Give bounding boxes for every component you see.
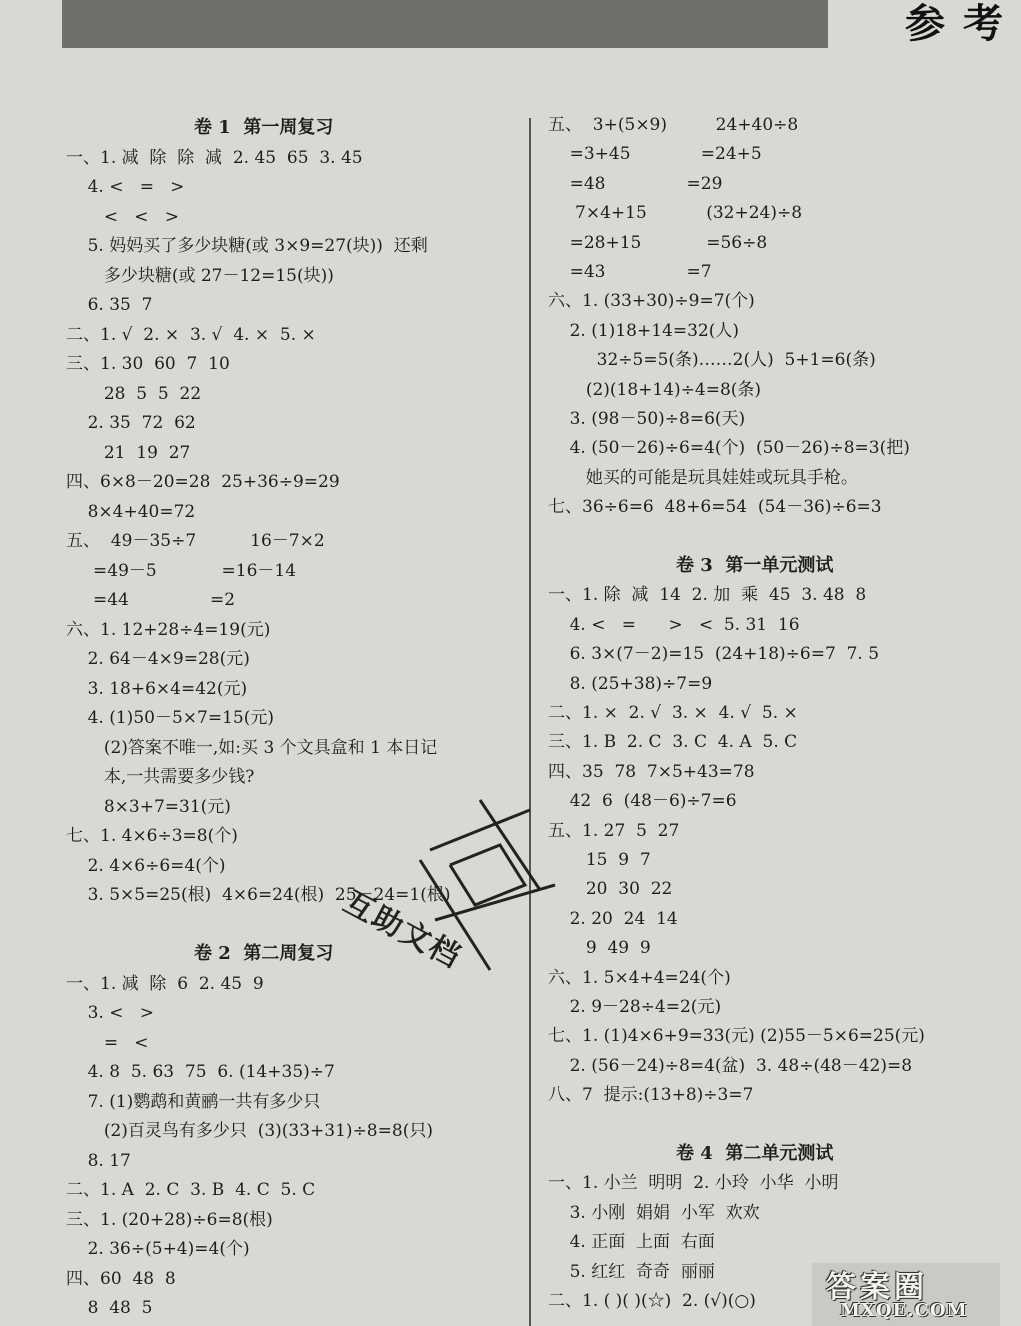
- answer-line: 六、1. 5×4+4=24(个): [548, 967, 731, 988]
- answer-line: =28+15 =56÷8: [548, 232, 768, 253]
- answer-line: 2. 20 24 14: [548, 908, 678, 929]
- answer-line: 六、1. (33+30)÷9=7(个): [548, 291, 755, 312]
- answer-line: 二、1. ( )( )(☆) 2. (√)(○): [548, 1291, 756, 1311]
- answer-line: 20 30 22: [548, 879, 673, 900]
- answer-line: 四、6×8－20=28 25+36÷9=29: [66, 472, 340, 492]
- answer-line: 3. 5×5=25(根) 4×6=24(根) 25－24=1(根): [66, 885, 451, 905]
- answer-line: 3. (98－50)÷8=6(天): [548, 409, 746, 429]
- answer-line: 八、7 提示:(13+8)÷3=7: [548, 1085, 754, 1106]
- site-logo-text: 答案圈: [826, 1270, 928, 1305]
- answer-line: 4. 正面 上面 右面: [548, 1232, 715, 1253]
- answer-line: =48 =29: [548, 173, 723, 194]
- answer-line: 四、60 48 8: [66, 1268, 176, 1289]
- answer-line: 6. 35 7: [66, 295, 153, 315]
- answer-line: (2)(18+14)÷4=8(条): [548, 379, 762, 400]
- answer-line: 8 48 5: [66, 1298, 153, 1318]
- answer-line: 四、35 78 7×5+43=78: [548, 761, 755, 782]
- right-column: [548, 0, 1000, 1326]
- answer-line: 五、 49－35÷7 16－7×2: [66, 531, 325, 551]
- answer-line: 8. 17: [66, 1150, 131, 1171]
- answer-line: 8×4+40=72: [66, 501, 196, 522]
- answer-line: =43 =7: [548, 262, 712, 282]
- site-logo-url: MXQE.COM: [840, 1300, 968, 1321]
- answer-line: 3. 18+6×4=42(元): [66, 678, 248, 699]
- answer-line: 4. 8 5. 63 75 6. (14+35)÷7: [66, 1062, 335, 1082]
- answer-line: (2)答案不唯一,如:买 3 个文具盒和 1 本日记: [66, 737, 438, 758]
- answer-line: 4. < = > < 5. 31 16: [548, 614, 800, 635]
- answer-line: 二、1. × 2. √ 3. × 4. √ 5. ×: [548, 703, 798, 723]
- answer-line: 6. 3×(7－2)=15 (24+18)÷6=7 7. 5: [548, 644, 880, 665]
- answer-line: 4. < = >: [66, 177, 185, 197]
- answer-line: 3. < >: [66, 1003, 154, 1023]
- answer-line: 21 19 27: [66, 442, 191, 463]
- answer-line: 2. 36÷(5+4)=4(个): [66, 1239, 250, 1259]
- answer-line: =44 =2: [66, 590, 236, 610]
- watermark-text: 互助文档: [337, 884, 468, 976]
- section-heading: 卷 4 第二单元测试: [676, 1143, 834, 1164]
- answer-line: 七、36÷6=6 48+6=54 (54－36)÷6=3: [548, 497, 882, 518]
- answer-line: 多少块糖(或 27－12=15(块)): [66, 265, 334, 286]
- left-column: [66, 0, 536, 1326]
- section-heading: 卷 2 第二周复习: [194, 943, 334, 964]
- answer-line: 本,一共需要多少钱?: [66, 767, 255, 787]
- answer-line: 七、1. (1)4×6+9=33(元) (2)55－5×6=25(元): [548, 1026, 925, 1047]
- answer-line: 2. 35 72 62: [66, 413, 196, 433]
- answer-line: = <: [66, 1032, 149, 1053]
- answer-line: 4. (1)50－5×7=15(元): [66, 708, 274, 728]
- answer-line: 二、1. A 2. C 3. B 4. C 5. C: [66, 1180, 316, 1200]
- answer-line: 一、1. 小兰 明明 2. 小玲 小华 小明: [548, 1173, 839, 1194]
- answer-line: 六、1. 12+28÷4=19(元): [66, 619, 271, 640]
- answer-line: 8. (25+38)÷7=9: [548, 673, 713, 694]
- answer-line: 三、1. B 2. C 3. C 4. A 5. C: [548, 732, 798, 753]
- answer-line: 2. 64－4×9=28(元): [66, 649, 250, 669]
- section-heading: 卷 3 第一单元测试: [676, 555, 834, 576]
- answer-line: 32÷5=5(条)……2(人) 5+1=6(条): [548, 350, 876, 371]
- answer-line: 一、1. 除 减 14 2. 加 乘 45 3. 48 8: [548, 585, 867, 606]
- answer-line: =3+45 =24+5: [548, 144, 762, 165]
- answer-line: 28 5 5 22: [66, 383, 202, 404]
- answer-line: 2. (56－24)÷8=4(盆) 3. 48÷(48－42)=8: [548, 1055, 913, 1076]
- answer-line: 9 49 9: [548, 938, 651, 959]
- answer-line: 五、 3+(5×9) 24+40÷8: [548, 115, 799, 135]
- answer-line: 3. 小刚 娟娟 小军 欢欢: [548, 1202, 760, 1223]
- answer-line: 8×3+7=31(元): [66, 796, 231, 817]
- answer-line: =49－5 =16－14: [66, 560, 297, 581]
- answer-line: < < >: [66, 206, 179, 227]
- answer-line: 她买的可能是玩具娃娃或玩具手枪。: [548, 467, 858, 488]
- answer-line: 三、1. (20+28)÷6=8(根): [66, 1209, 273, 1230]
- answer-line: 三、1. 30 60 7 10: [66, 354, 230, 374]
- answer-line: 五、1. 27 5 27: [548, 820, 680, 841]
- answer-line: 4. (50－26)÷6=4(个) (50－26)÷8=3(把): [548, 438, 910, 459]
- answer-line: 5. 红红 奇奇 丽丽: [548, 1261, 715, 1282]
- answer-line: 7. (1)鹦鹉和黄鹂一共有多少只: [66, 1091, 321, 1112]
- answer-line: 二、1. √ 2. × 3. √ 4. × 5. ×: [66, 324, 316, 345]
- answer-line: (2)百灵鸟有多少只 (3)(33+31)÷8=8(只): [66, 1121, 433, 1141]
- answer-line: 5. 妈妈买了多少块糖(或 3×9=27(块)) 还剩: [66, 236, 428, 256]
- section-heading: 卷 1 第一周复习: [194, 117, 334, 138]
- answer-line: 一、1. 减 除 除 减 2. 45 65 3. 45: [66, 147, 363, 168]
- answer-line: 7×4+15 (32+24)÷8: [548, 203, 803, 224]
- answer-line: 42 6 (48－6)÷7=6: [548, 791, 737, 812]
- page-title: 参考: [905, 0, 1021, 47]
- answer-line: 七、1. 4×6÷3=8(个): [66, 826, 238, 846]
- answer-line: 2. (1)18+14=32(人): [548, 320, 739, 341]
- answer-line: 2. 9－28÷4=2(元): [548, 997, 722, 1017]
- answer-line: 15 9 7: [548, 850, 651, 870]
- answer-line: 一、1. 减 除 6 2. 45 9: [66, 973, 264, 994]
- answer-line: 2. 4×6÷6=4(个): [66, 855, 226, 876]
